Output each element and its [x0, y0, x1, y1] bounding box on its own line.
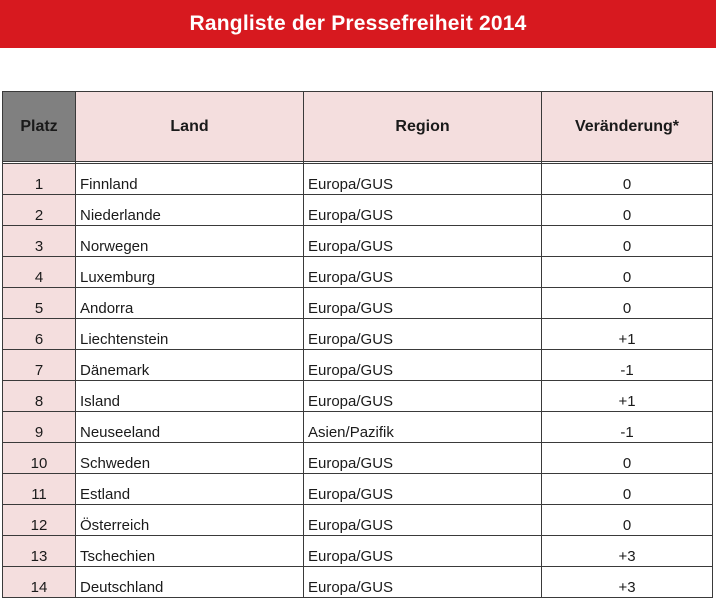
page-title: Rangliste der Pressefreiheit 2014	[189, 12, 527, 35]
rank-cell: 13	[3, 536, 76, 567]
region-cell: Europa/GUS	[304, 319, 542, 350]
change-cell: -1	[542, 412, 713, 443]
country-cell: Luxemburg	[76, 257, 304, 288]
table-header	[3, 92, 713, 162]
header-change: Veränderung*	[542, 92, 713, 162]
region-cell: Asien/Pazifik	[304, 412, 542, 443]
table-row	[3, 319, 713, 350]
country-cell: Finnland	[76, 164, 304, 195]
change-cell: 0	[542, 257, 713, 288]
rank-cell: 1	[3, 164, 76, 195]
change-cell: 0	[542, 226, 713, 257]
rank-cell: 3	[3, 226, 76, 257]
country-cell: Österreich	[76, 505, 304, 536]
region-cell: Europa/GUS	[304, 443, 542, 474]
table-row	[3, 257, 713, 288]
rank-cell: 11	[3, 474, 76, 505]
rank-cell: 2	[3, 195, 76, 226]
table-row	[3, 381, 713, 412]
rank-cell: 8	[3, 381, 76, 412]
region-cell: Europa/GUS	[304, 536, 542, 567]
region-cell: Europa/GUS	[304, 257, 542, 288]
change-cell: +3	[542, 567, 713, 598]
country-cell: Norwegen	[76, 226, 304, 257]
region-cell: Europa/GUS	[304, 567, 542, 598]
country-cell: Estland	[76, 474, 304, 505]
change-cell: 0	[542, 474, 713, 505]
region-cell: Europa/GUS	[304, 195, 542, 226]
header-region: Region	[304, 92, 542, 162]
table-row	[3, 164, 713, 195]
rank-cell: 4	[3, 257, 76, 288]
change-cell: 0	[542, 288, 713, 319]
country-cell: Neuseeland	[76, 412, 304, 443]
header-platz: Platz	[3, 92, 76, 162]
region-cell: Europa/GUS	[304, 226, 542, 257]
region-cell: Europa/GUS	[304, 381, 542, 412]
rank-cell: 6	[3, 319, 76, 350]
table-row	[3, 567, 713, 598]
table-row	[3, 474, 713, 505]
table-row	[3, 288, 713, 319]
country-cell: Schweden	[76, 443, 304, 474]
rank-cell: 9	[3, 412, 76, 443]
change-cell: +3	[542, 536, 713, 567]
country-cell: Deutschland	[76, 567, 304, 598]
change-cell: 0	[542, 164, 713, 195]
country-cell: Tschechien	[76, 536, 304, 567]
table-row	[3, 443, 713, 474]
rank-cell: 7	[3, 350, 76, 381]
change-cell: +1	[542, 381, 713, 412]
change-cell: -1	[542, 350, 713, 381]
region-cell: Europa/GUS	[304, 350, 542, 381]
country-cell: Dänemark	[76, 350, 304, 381]
header-row	[3, 92, 713, 162]
table-row	[3, 350, 713, 381]
change-cell: +1	[542, 319, 713, 350]
title-banner	[0, 0, 716, 48]
table-row	[3, 226, 713, 257]
change-cell: 0	[542, 505, 713, 536]
table-row	[3, 195, 713, 226]
region-cell: Europa/GUS	[304, 474, 542, 505]
rank-cell: 12	[3, 505, 76, 536]
ranking-table	[2, 91, 713, 598]
table-row	[3, 536, 713, 567]
region-cell: Europa/GUS	[304, 505, 542, 536]
rank-cell: 14	[3, 567, 76, 598]
country-cell: Island	[76, 381, 304, 412]
header-land: Land	[76, 92, 304, 162]
table-body	[3, 162, 713, 598]
region-cell: Europa/GUS	[304, 288, 542, 319]
region-cell: Europa/GUS	[304, 164, 542, 195]
change-cell: 0	[542, 443, 713, 474]
table-row	[3, 412, 713, 443]
change-cell: 0	[542, 195, 713, 226]
rank-cell: 10	[3, 443, 76, 474]
country-cell: Liechtenstein	[76, 319, 304, 350]
country-cell: Niederlande	[76, 195, 304, 226]
table-row	[3, 505, 713, 536]
country-cell: Andorra	[76, 288, 304, 319]
rank-cell: 5	[3, 288, 76, 319]
